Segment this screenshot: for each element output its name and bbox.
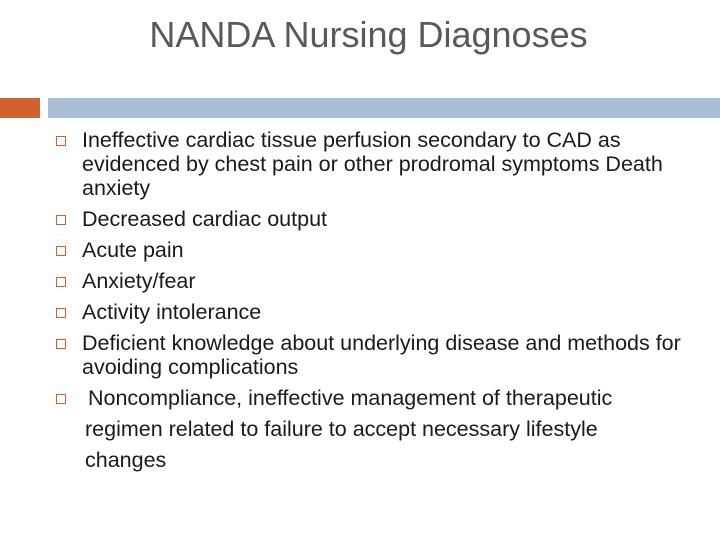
- diagnosis-list: [54, 128, 694, 479]
- list-item-text: Activity intolerance: [82, 300, 262, 324]
- list-item: [54, 300, 694, 324]
- list-item: [54, 207, 694, 231]
- list-item: [54, 269, 694, 293]
- list-item: [54, 386, 694, 472]
- square-bullet-icon: [56, 215, 66, 225]
- list-item: [54, 128, 694, 200]
- square-bullet-icon: [56, 339, 66, 349]
- list-item-text: Noncompliance, ineffective management of therapeutic: [82, 386, 613, 410]
- list-item: [54, 331, 694, 379]
- list-item-continuation: regimen related to failure to accept necessary lifestyle: [85, 417, 598, 441]
- list-item-text: Ineffective cardiac tissue perfusion secondary to CAD as evidenced by chest pain or other prodromal symptoms Death anxiety: [82, 128, 663, 200]
- accent-bar: [0, 98, 40, 118]
- title-divider-bar: [48, 98, 720, 118]
- list-item-text: Anxiety/fear: [82, 269, 196, 293]
- square-bullet-icon: [56, 136, 66, 146]
- list-item-text: Deficient knowledge about underlying disease and methods for avoiding complications: [82, 331, 681, 379]
- square-bullet-icon: [56, 246, 66, 256]
- square-bullet-icon: [56, 308, 66, 318]
- list-item-text: Decreased cardiac output: [82, 207, 328, 231]
- list-item-continuation: changes: [85, 448, 167, 472]
- square-bullet-icon: [56, 277, 66, 287]
- list-item: [54, 238, 694, 262]
- square-bullet-icon: [56, 394, 66, 404]
- slide-title: NANDA Nursing Diagnoses: [149, 14, 588, 55]
- list-item-text: Acute pain: [82, 238, 184, 262]
